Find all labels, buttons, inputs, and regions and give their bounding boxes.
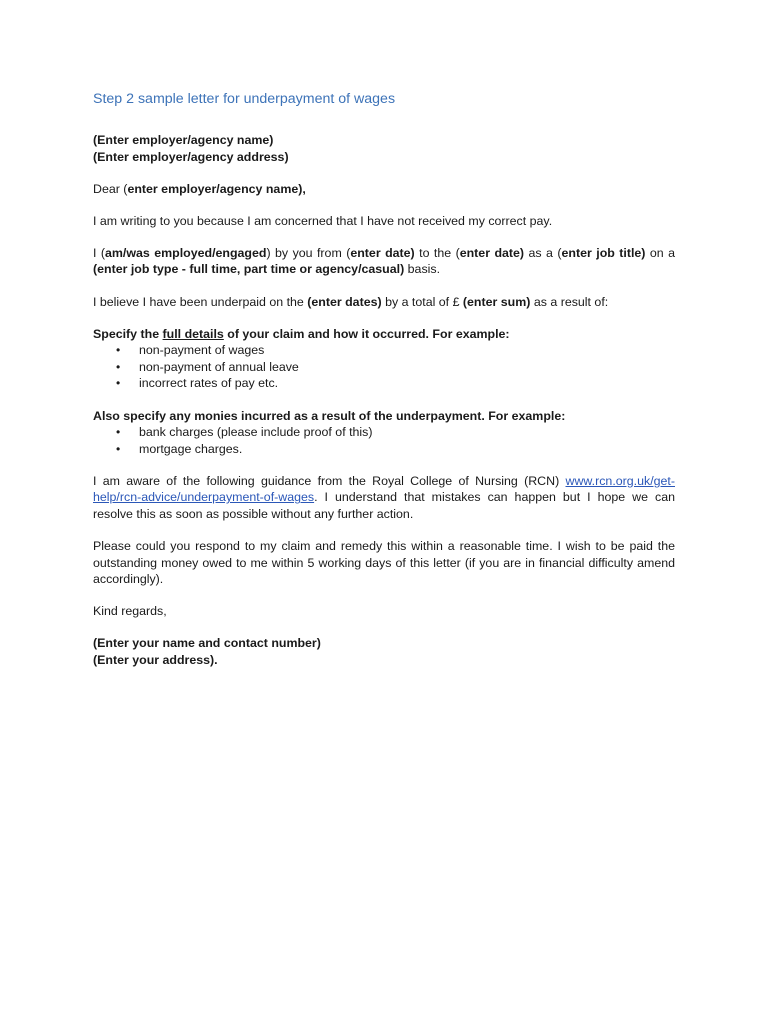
paragraph-underpaid: I believe I have been underpaid on the (enter dates) by a total of £ (enter sum) as a result of: [93,294,609,309]
employer-address-placeholder: (Enter employer/agency address) [93,149,289,164]
list-item: • non-payment of annual leave [116,359,299,374]
paragraph-request: Please could you respond to my claim and remedy this within a reasonable time. I wish to be paid the outstanding money owed to me within 5 working days of this letter (if you are in financial difficulty amend accordingly). [93,539,675,587]
employer-name-placeholder: (Enter employer/agency name) [93,133,274,147]
rcn-guidance-link[interactable]: www.rcn.org.uk/get-help/rcn-advice/underpayment-of-wages [93,473,675,505]
monies-heading: Also specify any monies incurred as a result of the underpayment. For example: [93,408,566,423]
paragraph-employment: I (am/was employed/engaged) by you from (enter date) to the (enter date) as a (enter job title) on a (enter job type - full time, part time or agency/casual) basis. [93,245,675,277]
bullet-icon: • [116,425,121,440]
list-item: • mortgage charges. [116,441,243,456]
list-item: • non-payment of wages [116,343,265,358]
employer-address-block [93,132,675,165]
list-item: • bank charges (please include proof of this) [116,425,373,440]
specify-claim-heading: Specify the full details of your claim and how it occurred. For example: [93,326,510,341]
list-item: • incorrect rates of pay etc. [116,376,279,391]
bullet-icon: • [116,441,121,456]
closing: Kind regards, [93,604,167,619]
bullet-icon: • [116,359,121,374]
name-contact-placeholder: (Enter your name and contact number) [93,636,321,651]
signature-block [93,635,675,668]
bullet-icon: • [116,376,121,391]
salutation: Dear (enter employer/agency name), [93,181,306,196]
document-title: Step 2 sample letter for underpayment of wages [93,91,396,107]
paragraph-concern: I am writing to you because I am concerned that I have not received my correct pay. [93,213,553,228]
paragraph-guidance: I am aware of the following guidance from the Royal College of Nursing (RCN) www.rcn.org.uk/get-help/rcn-advice/underpayment-of-wages. I understand that mistakes can happen but I hope we can resolve this as soon as possible without any further action. [93,473,675,521]
monies-examples-list [93,424,675,457]
bullet-icon: • [116,343,121,358]
address-placeholder: (Enter your address). [93,653,218,668]
claim-examples-list [93,342,675,392]
